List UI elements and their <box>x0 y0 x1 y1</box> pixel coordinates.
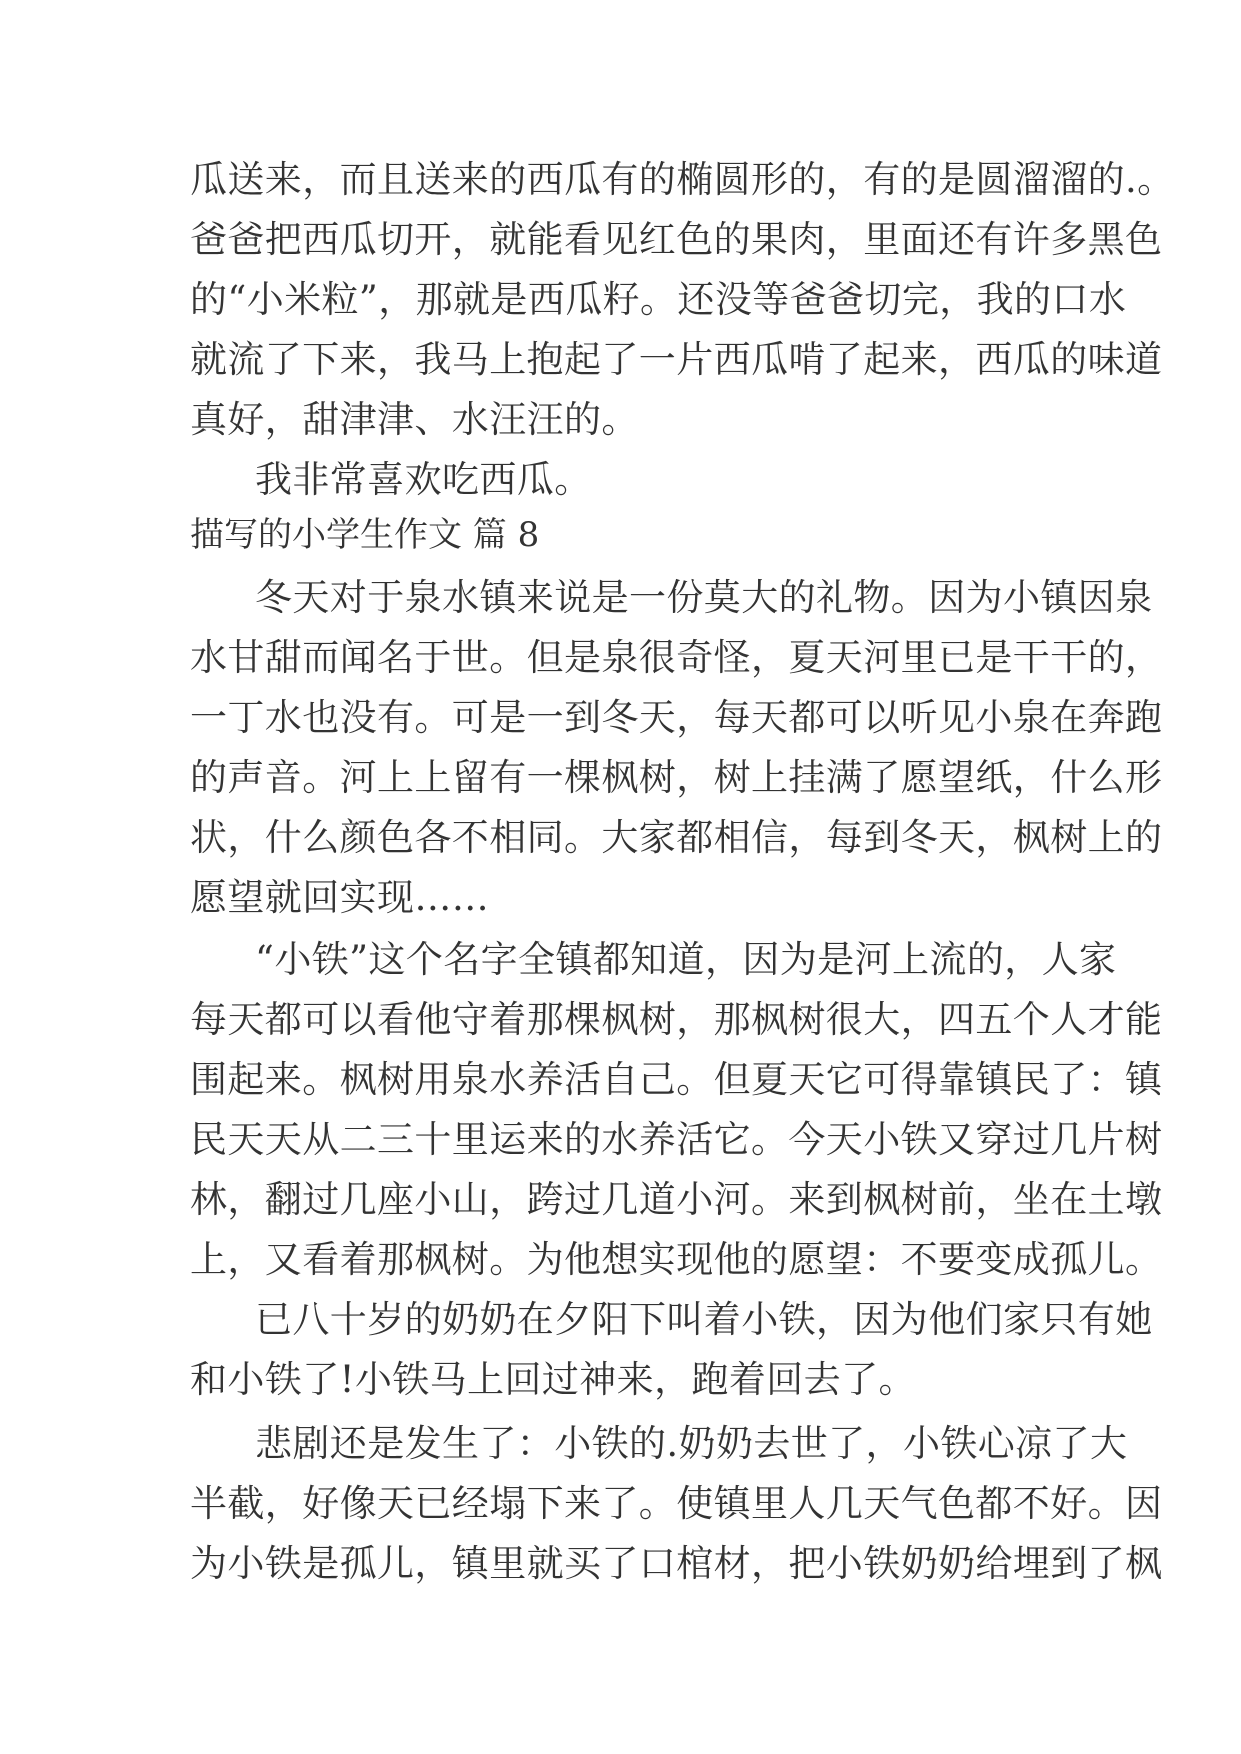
paragraph-start-line: 我非常喜欢吃西瓜。 <box>255 458 592 501</box>
text-line: 民天天从二三十里运来的水养活它。今天小铁又穿过几片树 <box>190 1118 1163 1161</box>
text-line: 围起来。枫树用泉水养活自己。但夏天它可得靠镇民了：镇 <box>190 1058 1163 1101</box>
text-line: 瓜送来，而且送来的西瓜有的椭圆形的，有的是圆溜溜的.。 <box>190 158 1175 201</box>
text-line: 爸爸把西瓜切开，就能看见红色的果肉，里面还有许多黑色 <box>190 218 1163 261</box>
text-line: 每天都可以看他守着那棵枫树，那枫树很大，四五个人才能 <box>190 998 1163 1041</box>
text-line: 愿望就回实现…… <box>190 876 490 919</box>
text-line: 真好，甜津津、水汪汪的。 <box>190 398 639 441</box>
text-line: 的“小米粒”，那就是西瓜籽。还没等爸爸切完，我的口水 <box>190 278 1127 321</box>
text-line: 半截，好像天已经塌下来了。使镇里人几天气色都不好。因 <box>190 1482 1163 1525</box>
text-line: 就流了下来，我马上抱起了一片西瓜啃了起来，西瓜的味道 <box>190 338 1163 381</box>
paragraph-start-line: “小铁”这个名字全镇都知道，因为是河上流的，人家 <box>255 938 1117 981</box>
text-line: 状，什么颜色各不相同。大家都相信，每到冬天，枫树上的 <box>190 816 1163 859</box>
text-line: 和小铁了!小铁马上回过神来，跑着回去了。 <box>190 1358 916 1401</box>
text-line: 林，翻过几座小山，跨过几道小河。来到枫树前，坐在土墩 <box>190 1178 1163 1221</box>
text-line: 上，又看着那枫树。为他想实现他的愿望：不要变成孤儿。 <box>190 1238 1163 1281</box>
text-line: 水甘甜而闻名于世。但是泉很奇怪，夏天河里已是干干的， <box>190 636 1163 679</box>
paragraph-start-line: 冬天对于泉水镇来说是一份莫大的礼物。因为小镇因泉 <box>255 576 1153 619</box>
text-line: 一丁水也没有。可是一到冬天，每天都可以听见小泉在奔跑 <box>190 696 1163 739</box>
paragraph-start-line: 已八十岁的奶奶在夕阳下叫着小铁，因为他们家只有她 <box>255 1298 1153 1341</box>
paragraph-start-line: 悲剧还是发生了：小铁的.奶奶去世了，小铁心凉了大 <box>255 1422 1128 1465</box>
text-line: 的声音。河上上留有一棵枫树，树上挂满了愿望纸，什么形 <box>190 756 1163 799</box>
section-heading: 描写的小学生作文 篇 8 <box>190 515 540 555</box>
text-line: 为小铁是孤儿，镇里就买了口棺材，把小铁奶奶给埋到了枫 <box>190 1542 1163 1585</box>
